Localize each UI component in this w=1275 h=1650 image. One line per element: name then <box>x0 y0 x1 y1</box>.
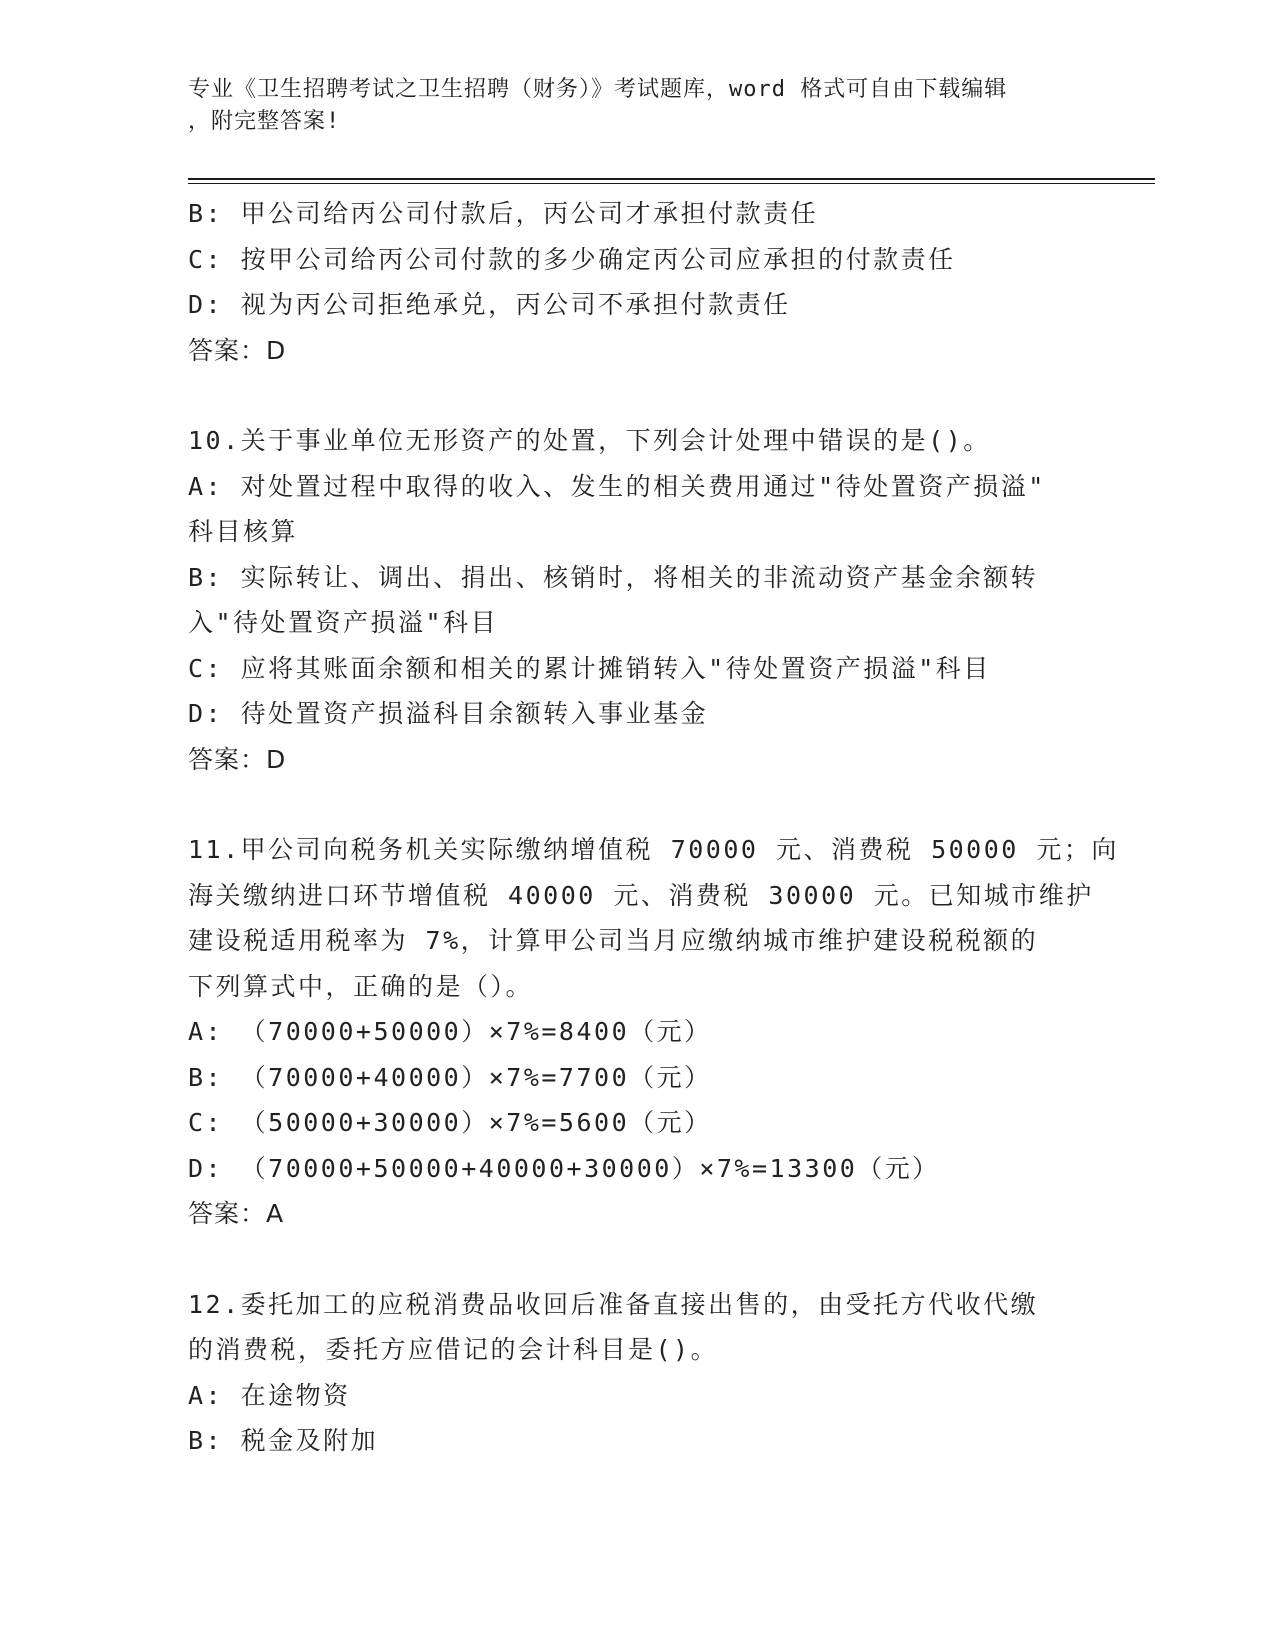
document-header <box>188 74 1068 138</box>
answer-label: 答案：A <box>188 1199 285 1228</box>
option-b: B: （70000+40000）×7%=7700（元） <box>188 1062 712 1092</box>
question-stem-continued: 海关缴纳进口环节增值税 40000 元、消费税 30000 元。已知城市维护 <box>188 880 1094 910</box>
option-b: B: 税金及附加 <box>188 1426 379 1455</box>
question-content <box>188 191 1119 1464</box>
question-stem-continued: 建设税适用税率为 7%，计算甲公司当月应缴纳城市维护建设税税额的 <box>188 926 1039 955</box>
question-9-tail <box>188 191 1068 373</box>
question-stem-continued: 的消费税，委托方应借记的会计科目是()。 <box>188 1335 719 1364</box>
answer-label: 答案：D <box>188 335 287 365</box>
header-title-line-1: 专业《卫生招聘考试之卫生招聘（财务）》考试题库，word 格式可自由下载编辑 <box>188 77 1008 102</box>
option-c: C: 应将其账面余额和相关的累计摊销转入"待处置资产损溢"科目 <box>188 653 991 683</box>
question-10 <box>188 418 1068 782</box>
option-d: D: 待处置资产损溢科目余额转入事业基金 <box>188 699 709 728</box>
option-d: D: 视为丙公司拒绝承兑，丙公司不承担付款责任 <box>188 290 791 319</box>
question-12 <box>188 1282 1068 1464</box>
option-a-continued: 科目核算 <box>188 517 299 546</box>
question-stem: 11.甲公司向税务机关实际缴纳增值税 70000 元、消费税 50000 元；向 <box>188 835 1119 864</box>
option-a: A: 在途物资 <box>188 1380 351 1410</box>
option-b: B: 甲公司给丙公司付款后，丙公司才承担付款责任 <box>188 199 819 228</box>
option-a: A: （70000+50000）×7%=8400（元） <box>188 1017 712 1046</box>
question-stem: 10.关于事业单位无形资产的处置，下列会计处理中错误的是()。 <box>188 426 991 455</box>
header-title-line-2: ，附完整答案! <box>188 109 341 134</box>
question-stem-continued: 下列算式中，正确的是（）。 <box>188 971 534 1001</box>
spacer <box>188 1237 1068 1282</box>
option-c: C: （50000+30000）×7%=5600（元） <box>188 1108 712 1137</box>
option-b: B: 实际转让、调出、捐出、核销时，将相关的非流动资产基金余额转 <box>188 562 1039 592</box>
question-stem: 12.委托加工的应税消费品收回后准备直接出售的，由受托方代收代缴 <box>188 1289 1039 1319</box>
spacer <box>188 782 1068 827</box>
question-11 <box>188 827 1119 1237</box>
answer-label: 答案：D <box>188 744 287 774</box>
option-a: A: 对处置过程中取得的收入、发生的相关费用通过"待处置资产损溢" <box>188 471 1046 501</box>
option-b-continued: 入"待处置资产损溢"科目 <box>188 608 499 637</box>
option-c: C: 按甲公司给丙公司付款的多少确定丙公司应承担的付款责任 <box>188 244 956 274</box>
spacer <box>188 373 1068 418</box>
header-divider-thick <box>188 178 1155 180</box>
option-d: D: （70000+50000+40000+30000）×7%=13300（元） <box>188 1153 940 1183</box>
header-divider-thin <box>188 183 1155 184</box>
